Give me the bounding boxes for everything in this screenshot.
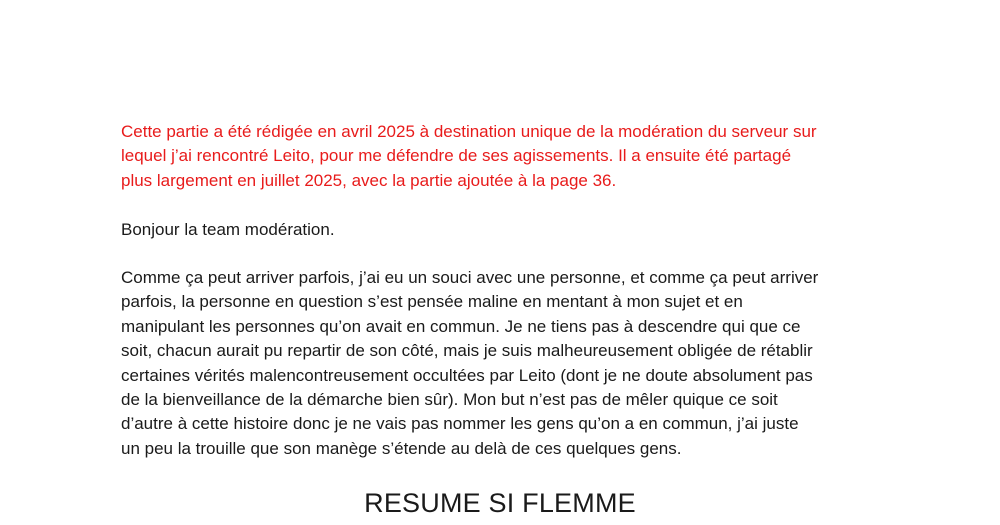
note-line: Cette partie a été rédigée en avril 2025 à destination unique de la modération du serveur sur (121, 122, 817, 141)
paragraph-line: manipulant les personnes qu’on avait en commun. Je ne tiens pas à descendre qui que ce (121, 316, 801, 336)
paragraph-line: d’autre à cette histoire donc je ne vais pas nommer les gens qu’on a en commun, j’ai juste (121, 414, 799, 434)
section-heading: RESUME SI FLEMME (364, 488, 636, 518)
intro-paragraph (121, 266, 891, 461)
paragraph-line: un peu la trouille que son manège s’étende au delà de ces quelques gens. (121, 438, 682, 458)
note-line: lequel j’ai rencontré Leito, pour me défendre de ses agissements. Il a ensuite été partagé (121, 146, 792, 166)
paragraph-line: Comme ça peut arriver parfois, j’ai eu un souci avec une personne, et comme ça peut arriver (121, 268, 819, 287)
greeting-text: Bonjour la team modération. (121, 220, 335, 239)
paragraph-line: soit, chacun aurait pu repartir de son côté, mais je suis malheureusement obligée de rétablir (121, 341, 813, 361)
greeting-line (121, 218, 891, 242)
paragraph-line: parfois, la personne en question s’est pensée maline en mentant à mon sujet et en (121, 292, 743, 312)
note-line: plus largement en juillet 2025, avec la partie ajoutée à la page 36. (121, 170, 617, 190)
paragraph-line: certaines vérités malencontreusement occultées par Leito (dont je ne doute absolument pas (121, 365, 813, 385)
paragraph-line: de la bienveillance de la démarche bien sûr). Mon but n’est pas de mêler quique ce soit (121, 389, 778, 409)
red-context-note (121, 120, 891, 193)
